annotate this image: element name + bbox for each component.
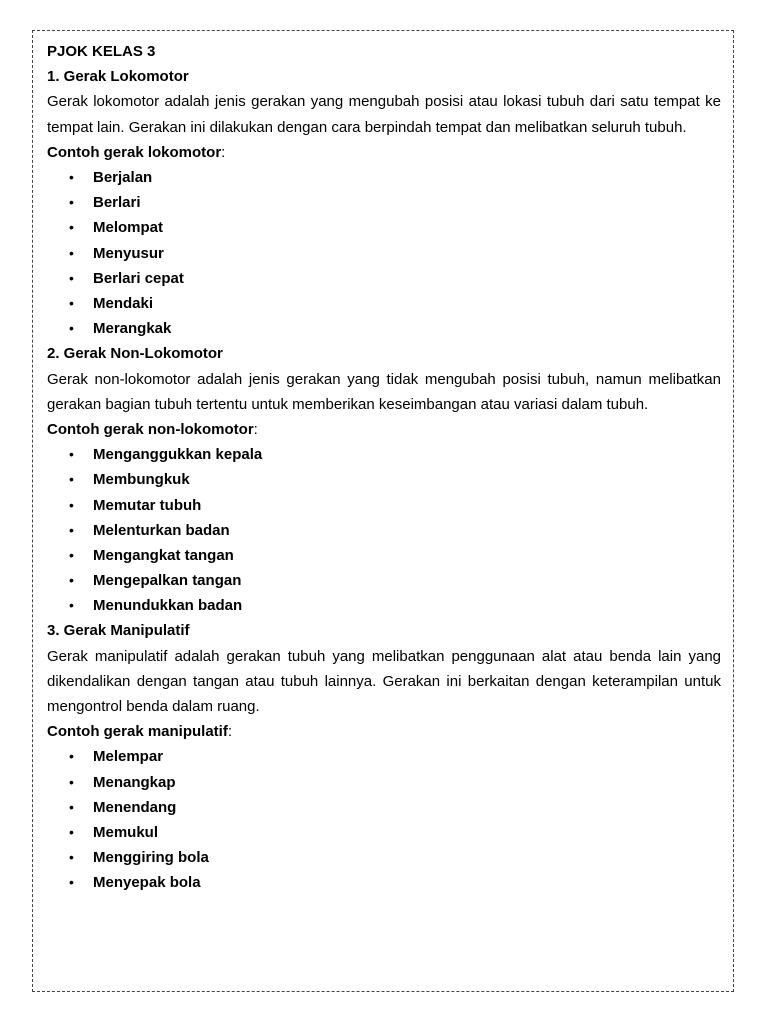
bullet-icon: •	[69, 219, 74, 236]
list-item	[47, 493, 721, 518]
list-item-label: Memutar tubuh	[93, 496, 202, 514]
list-item	[47, 845, 721, 870]
examples-list-manipulatif	[47, 744, 721, 895]
bullet-icon: •	[69, 269, 74, 286]
bullet-icon: •	[69, 798, 74, 815]
list-item	[47, 291, 721, 316]
list-item	[47, 190, 721, 215]
examples-heading-lokomotor	[47, 140, 721, 165]
examples-list-lokomotor	[47, 165, 721, 341]
bullet-icon: •	[69, 496, 74, 513]
section-description-non-lokomotor: Gerak non-lokomotor adalah jenis gerakan yang tidak mengubah posisi tubuh, namun melibatkan gerakan bagian tubuh tertentu untuk memberikan keseimbangan atau variasi dalam tubuh.	[47, 370, 721, 413]
list-item	[47, 316, 721, 341]
list-item	[47, 165, 721, 190]
list-item	[47, 795, 721, 820]
bullet-icon: •	[69, 572, 74, 589]
bullet-icon: •	[69, 294, 74, 311]
section-heading-lokomotor: 1. Gerak Lokomotor	[47, 68, 189, 86]
list-item-label: Menyusur	[93, 244, 164, 262]
list-item	[47, 241, 721, 266]
examples-heading-non-lokomotor	[47, 417, 721, 442]
examples-colon: :	[227, 723, 233, 741]
examples-label: Contoh gerak lokomotor	[47, 143, 222, 161]
list-item-label: Berjalan	[93, 169, 153, 187]
section-description-lokomotor: Gerak lokomotor adalah jenis gerakan yang mengubah posisi atau lokasi tubuh dari satu tempat ke tempat lain. Gerakan ini dilakukan dengan cara berpindah tempat dan melibatkan seluruh tubuh.	[47, 93, 721, 136]
list-item	[47, 266, 721, 291]
list-item-label: Menendang	[93, 798, 177, 816]
list-item-label: Berlari cepat	[93, 269, 184, 287]
bullet-icon: •	[69, 546, 74, 563]
examples-colon: :	[221, 143, 226, 161]
list-item-label: Mengangkat tangan	[93, 546, 234, 564]
list-item-label: Melempar	[93, 748, 164, 766]
list-item-label: Menggiring bola	[93, 849, 209, 867]
bullet-icon: •	[69, 169, 74, 186]
list-item-label: Mengepalkan tangan	[93, 572, 242, 590]
bullet-icon: •	[69, 320, 74, 337]
examples-label: Contoh gerak non-lokomotor	[47, 420, 254, 438]
list-item-label: Menangkap	[93, 773, 176, 791]
bullet-icon: •	[69, 194, 74, 211]
examples-colon: :	[253, 420, 258, 438]
bullet-icon: •	[69, 244, 74, 261]
list-item	[47, 820, 721, 845]
section-heading-manipulatif: 3. Gerak Manipulatif	[47, 622, 190, 640]
examples-heading-manipulatif	[47, 719, 721, 744]
bullet-icon: •	[69, 824, 74, 841]
bullet-icon: •	[69, 849, 74, 866]
bullet-icon: •	[69, 471, 74, 488]
section-heading-non-lokomotor: 2. Gerak Non-Lokomotor	[47, 345, 223, 363]
list-item-label: Mendaki	[93, 294, 154, 312]
list-item	[47, 568, 721, 593]
list-item-label: Berlari	[93, 194, 141, 212]
list-item	[47, 215, 721, 240]
list-item	[47, 770, 721, 795]
list-item-label: Memukul	[93, 824, 159, 842]
list-item	[47, 518, 721, 543]
list-item-label: Menganggukkan kepala	[93, 446, 263, 464]
bullet-icon: •	[69, 521, 74, 538]
list-item	[47, 442, 721, 467]
list-item-label: Merangkak	[93, 320, 172, 338]
document-title: PJOK KELAS 3	[47, 43, 156, 60]
list-item	[47, 467, 721, 492]
examples-label: Contoh gerak manipulatif	[47, 723, 228, 741]
bullet-icon: •	[69, 748, 74, 765]
bullet-icon: •	[69, 597, 74, 614]
examples-list-non-lokomotor	[47, 442, 721, 618]
document-body	[47, 39, 721, 896]
list-item	[47, 870, 721, 895]
list-item-label: Melenturkan badan	[93, 521, 230, 539]
section-description-manipulatif: Gerak manipulatif adalah gerakan tubuh yang melibatkan penggunaan alat atau benda lain yang dikendalikan dengan tangan atau tubuh lainnya. Gerakan ini berkaitan dengan keterampilan untuk mengontrol benda dalam ruang.	[47, 647, 721, 716]
list-item-label: Menundukkan badan	[93, 597, 243, 615]
list-item-label: Menyepak bola	[93, 874, 201, 892]
bullet-icon: •	[69, 874, 74, 891]
list-item	[47, 543, 721, 568]
list-item	[47, 593, 721, 618]
bullet-icon: •	[69, 446, 74, 463]
bullet-icon: •	[69, 773, 74, 790]
list-item-label: Melompat	[93, 219, 164, 237]
list-item	[47, 744, 721, 769]
list-item-label: Membungkuk	[93, 471, 190, 489]
